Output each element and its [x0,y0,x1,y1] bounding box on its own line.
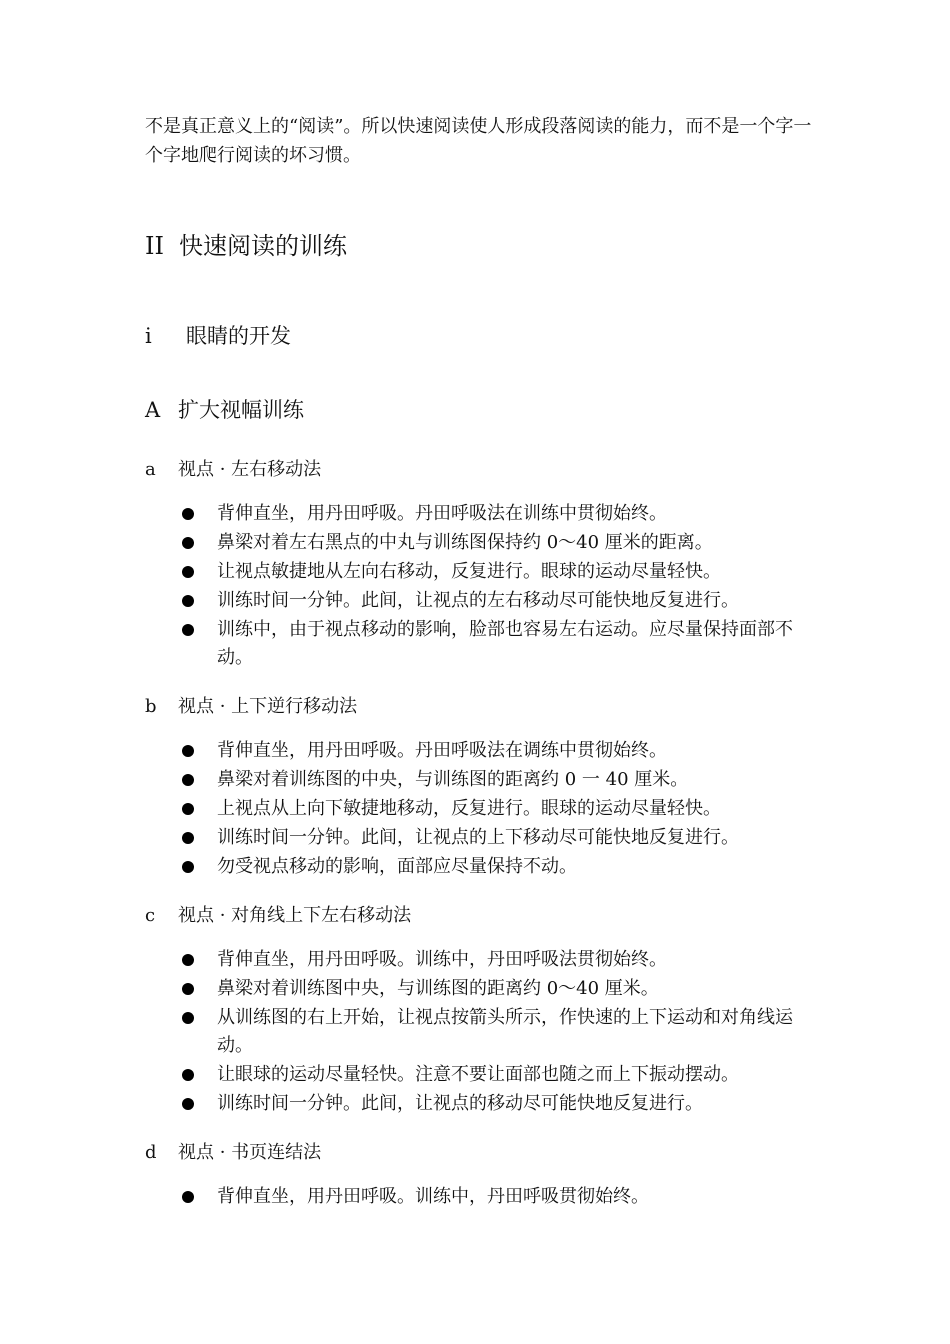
method-title: 视点 · 上下逆行移动法 [178,696,358,717]
list-item: 背伸直坐，用丹田呼吸。丹田呼吸法在调练中贯彻始终。 [180,737,815,765]
bullet-icon [182,803,194,815]
method-letter: b [145,696,157,717]
list-item: 鼻梁对着训练图中央，与训练图的距离约 0～40 厘米。 [180,975,815,1003]
section-number: II [145,232,164,260]
list-item: 从训练图的右上开始，让视点按箭头所示，作快速的上下运动和对角线运动。 [180,1004,815,1060]
section-heading [145,229,347,263]
method-title: 视点 · 对角线上下左右移动法 [178,905,412,926]
subsection-number: i [145,324,152,348]
list-item: 鼻梁对着训练图的中央，与训练图的距离约 0 一 40 厘米。 [180,766,815,794]
part-heading [145,395,304,425]
method-c-list [180,946,815,1119]
bullet-icon [182,954,194,966]
method-letter: d [145,1142,157,1163]
list-item: 训练时间一分钟。此间，让视点的左右移动尽可能快地反复进行。 [180,587,815,615]
list-item: 上视点从上向下敏捷地移动，反复进行。眼球的运动尽量轻快。 [180,795,815,823]
bullet-icon [182,983,194,995]
list-item: 勿受视点移动的影响，面部应尽量保持不动。 [180,853,815,881]
method-heading-d [145,1140,321,1166]
method-heading-b [145,694,357,720]
bullet-icon [182,745,194,757]
subsection-title: 眼睛的开发 [186,324,291,348]
part-letter: A [145,398,161,422]
list-item: 训练时间一分钟。此间，让视点的上下移动尽可能快地反复进行。 [180,824,815,852]
bullet-icon [182,566,194,578]
list-item: 训练中，由于视点移动的影响，脸部也容易左右运动。应尽量保持面部不动。 [180,616,815,672]
method-title: 视点 · 左右移动法 [178,459,322,480]
bullet-icon [182,1098,194,1110]
list-item: 让视点敏捷地从左向右移动，反复进行。眼球的运动尽量轻快。 [180,558,815,586]
method-a-list [180,500,815,673]
list-item: 鼻梁对着左右黑点的中丸与训练图保持约 0～40 厘米的距离。 [180,529,815,557]
method-title: 视点 · 书页连结法 [178,1142,322,1163]
method-heading-a [145,457,321,483]
bullet-icon [182,861,194,873]
subsection-heading [145,321,291,351]
section-title: 快速阅读的训练 [179,232,347,260]
list-item: 训练时间一分钟。此间，让视点的移动尽可能快地反复进行。 [180,1090,815,1118]
list-item: 让眼球的运动尽量轻快。注意不要让面部也随之而上下振动摆动。 [180,1061,815,1089]
bullet-icon [182,1191,194,1203]
list-item: 背伸直坐，用丹田呼吸。训练中，丹田呼吸贯彻始终。 [180,1183,815,1211]
list-item: 背伸直坐，用丹田呼吸。丹田呼吸法在训练中贯彻始终。 [180,500,815,528]
method-d-list [180,1183,815,1212]
method-heading-c [145,903,411,929]
bullet-icon [182,595,194,607]
bullet-icon [182,624,194,636]
bullet-icon [182,508,194,520]
list-item: 背伸直坐，用丹田呼吸。训练中，丹田呼吸法贯彻始终。 [180,946,815,974]
bullet-icon [182,774,194,786]
bullet-icon [182,1069,194,1081]
method-letter: a [145,459,156,480]
bullet-icon [182,537,194,549]
part-title: 扩大视幅训练 [178,398,304,422]
intro-paragraph: 不是真正意义上的“阅读”。所以快速阅读使人形成段落阅读的能力，而不是一个字一个字地爬行阅读的坏习惯。 [145,116,812,166]
method-letter: c [145,905,156,926]
method-b-list [180,737,815,882]
bullet-icon [182,832,194,844]
bullet-icon [182,1012,194,1024]
